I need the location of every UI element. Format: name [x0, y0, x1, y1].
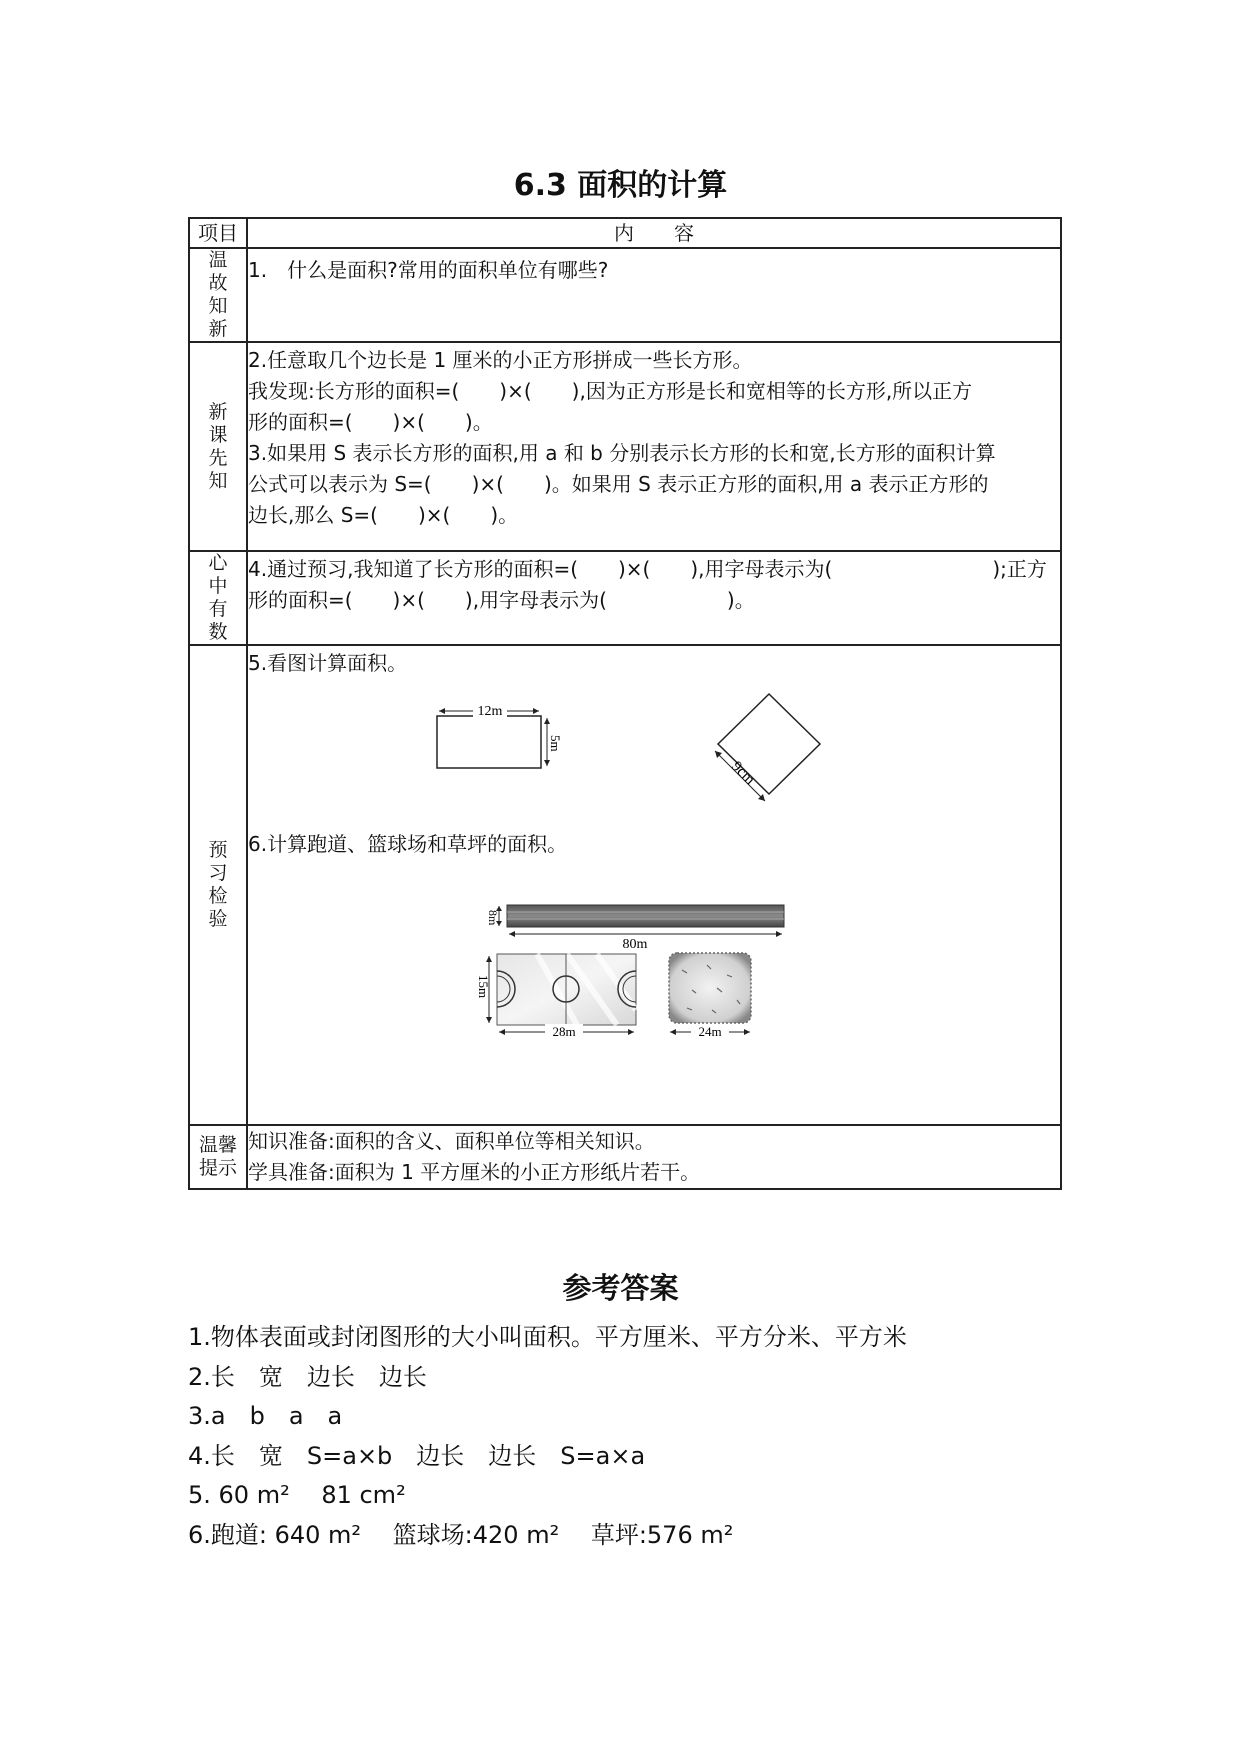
question-5: 5.看图计算面积。: [248, 651, 408, 675]
question-4-line: 形的面积=( )×( ),用字母表示为( )。: [248, 588, 755, 612]
answers-list: [188, 1318, 907, 1555]
table-row: [189, 342, 1061, 551]
square-side-label: 9cm: [728, 758, 758, 789]
table-row: [189, 645, 1061, 1125]
preview-table: [188, 217, 1062, 1190]
row-label: 温馨提示: [198, 1134, 237, 1179]
row-label: 新课先知: [208, 400, 228, 492]
lawn-figure: [669, 953, 751, 1023]
lawn-side-label: 24m: [698, 1024, 722, 1039]
question-3-line: 公式可以表示为 S=( )×( )。如果用 S 表示正方形的面积,用 a 表示正方形的: [248, 472, 989, 496]
table-header-row: [189, 218, 1061, 248]
q6-figures: [237, 860, 1027, 1060]
answers-title: 参考答案: [562, 1271, 679, 1305]
answer-item: 5. 60 m² 81 cm²: [188, 1481, 406, 1509]
question-3-line: 3.如果用 S 表示长方形的面积,用 a 和 b 分别表示长方形的长和宽,长方形的面积计算: [248, 441, 996, 465]
answer-item: 1.物体表面或封闭图形的大小叫面积。平方厘米、平方分米、平方米: [188, 1323, 907, 1351]
rect-width-label: 5m: [548, 735, 563, 752]
tip-line: 学具准备:面积为 1 平方厘米的小正方形纸片若干。: [248, 1160, 701, 1184]
square-figure: [718, 694, 820, 794]
answer-item: 3.a b a a: [188, 1402, 343, 1430]
track-length-label: 80m: [622, 937, 648, 952]
table-row: [189, 248, 1061, 342]
court-width-label: 15m: [476, 975, 491, 999]
answer-item: 6.跑道: 640 m² 篮球场:420 m² 草坪:576 m²: [188, 1520, 734, 1549]
row-label: 预习检验: [208, 839, 228, 930]
tip-line: 知识准备:面积的含义、面积单位等相关知识。: [248, 1129, 655, 1153]
answer-item: 4.长 宽 S=a×b 边长 边长 S=a×a: [188, 1441, 646, 1470]
rectangle-figure: [437, 716, 541, 768]
answer-item: 2.长 宽 边长 边长: [188, 1362, 427, 1391]
track-figure: [507, 905, 784, 927]
header-item: 项目: [189, 218, 247, 248]
table-row: [189, 551, 1061, 645]
question-2-line: 我发现:长方形的面积=( )×( ),因为正方形是长和宽相等的长方形,所以正方: [248, 379, 973, 403]
question-2-line: 2.任意取几个边长是 1 厘米的小正方形拼成一些长方形。: [248, 348, 753, 372]
track-width-label: 8m: [486, 910, 500, 926]
q5-figures: [237, 679, 1027, 829]
question-1: 1. 什么是面积?常用的面积单位有哪些?: [248, 258, 609, 282]
page-title: 6.3 面积的计算: [513, 168, 728, 203]
table-row: [189, 1125, 1061, 1189]
court-length-label: 28m: [552, 1024, 576, 1039]
rect-length-label: 12m: [477, 704, 503, 719]
question-6: 6.计算跑道、篮球场和草坪的面积。: [248, 832, 568, 856]
question-4-line: 4.通过预习,我知道了长方形的面积=( )×( ),用字母表示为( );正方: [248, 557, 1047, 581]
row-label: 心中有数: [208, 552, 228, 643]
row-label: 温故知新: [208, 249, 228, 340]
header-content: 内 容: [247, 218, 1061, 248]
question-2-line: 形的面积=( )×( )。: [248, 410, 493, 434]
question-3-line: 边长,那么 S=( )×( )。: [248, 503, 519, 527]
